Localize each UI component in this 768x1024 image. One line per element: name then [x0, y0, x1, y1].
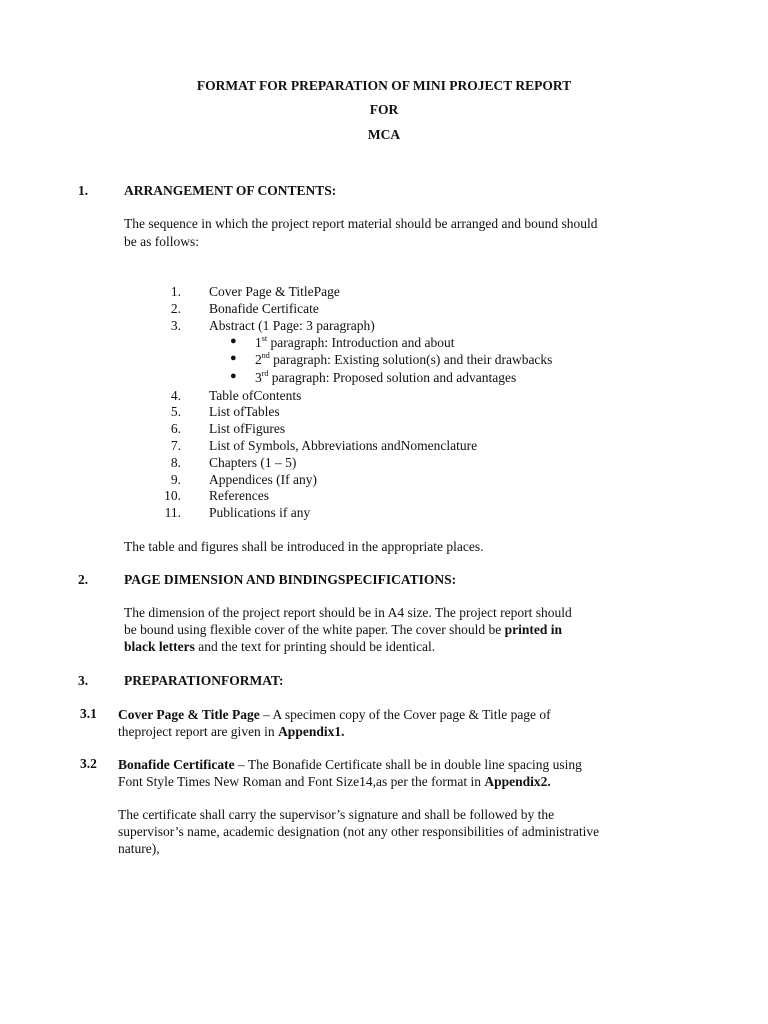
- section-3-1-number: 3.1: [80, 706, 97, 721]
- contents-item-text: Cover Page & TitlePage: [209, 284, 340, 299]
- section-3-number: 3.: [78, 673, 89, 688]
- section-2-number: 2.: [78, 572, 89, 587]
- document-title-course: MCA: [367, 127, 401, 142]
- section-3-heading: PREPARATIONFORMAT:: [124, 673, 284, 688]
- section-3-1-line-1: Cover Page & Title Page – A specimen copy of the Cover page & Title page of: [118, 707, 551, 722]
- contents-item-number: 7.: [170, 438, 181, 453]
- section-3-1-line-2: theproject report are given in Appendix1.: [118, 724, 345, 739]
- contents-item-text: Appendices (If any): [209, 472, 317, 487]
- abstract-bullet-item: 3rd paragraph: Proposed solution and advantages: [255, 369, 517, 385]
- section-3-2-number: 3.2: [80, 756, 97, 771]
- section-3-2-line-1: Bonafide Certificate – The Bonafide Certificate shall be in double line spacing using: [118, 757, 582, 772]
- section-1-intro: The sequence in which the project report material should be arranged and bound should: [124, 216, 598, 231]
- section-1-number: 1.: [78, 183, 89, 198]
- section-1-intro-cont: be as follows:: [124, 234, 199, 249]
- bullet-icon: ●: [230, 352, 237, 364]
- contents-item-text: Abstract (1 Page: 3 paragraph): [209, 318, 375, 333]
- abstract-bullet-item: 1st paragraph: Introduction and about: [255, 334, 455, 350]
- contents-item-number: 8.: [170, 455, 181, 470]
- section-1-heading: ARRANGEMENT OF CONTENTS:: [124, 183, 337, 198]
- contents-item-text: Chapters (1 – 5): [209, 455, 297, 470]
- document-title: FORMAT FOR PREPARATION OF MINI PROJECT REPORT: [196, 78, 572, 93]
- section-1-closing: The table and figures shall be introduced in the appropriate places.: [124, 539, 484, 554]
- section-2-heading: PAGE DIMENSION AND BINDINGSPECIFICATIONS:: [124, 572, 457, 587]
- contents-item-number: 11.: [164, 505, 181, 520]
- contents-item-text: Bonafide Certificate: [209, 301, 319, 316]
- contents-item-text: References: [209, 488, 269, 503]
- abstract-bullet-item: 2nd paragraph: Existing solution(s) and their drawbacks: [255, 351, 553, 367]
- contents-item-text: List of Symbols, Abbreviations andNomenclature: [209, 438, 478, 453]
- section-3-2-para-2-line-1: The certificate shall carry the supervisor’s signature and shall be followed by the: [118, 807, 555, 822]
- contents-item-number: 10.: [164, 488, 181, 503]
- section-2-line-2: be bound using flexible cover of the white paper. The cover should be printed in: [124, 622, 563, 637]
- contents-item-text: List ofTables: [209, 404, 280, 419]
- contents-item-text: List ofFigures: [209, 421, 286, 436]
- section-3-2-para-2-line-3: nature),: [118, 841, 160, 856]
- section-2-line-1: The dimension of the project report should be in A4 size. The project report should: [124, 605, 572, 620]
- contents-item-text: Table ofContents: [209, 388, 302, 403]
- section-3-2-line-2: Font Style Times New Roman and Font Size14,as per the format in Appendix2.: [118, 774, 551, 789]
- bullet-icon: ●: [230, 335, 237, 347]
- contents-item-number: 4.: [170, 388, 181, 403]
- contents-item-text: Publications if any: [209, 505, 311, 520]
- contents-item-number: 1.: [170, 284, 181, 299]
- bullet-icon: ●: [230, 370, 237, 382]
- contents-item-number: 2.: [170, 301, 181, 316]
- section-2-line-3: black letters and the text for printing should be identical.: [124, 639, 436, 654]
- contents-item-number: 3.: [170, 318, 181, 333]
- contents-item-number: 5.: [170, 404, 181, 419]
- section-3-2-para-2-line-2: supervisor’s name, academic designation (not any other responsibilities of administrative: [118, 824, 600, 839]
- document-title-for: FOR: [369, 102, 399, 117]
- contents-item-number: 6.: [170, 421, 181, 436]
- contents-item-number: 9.: [170, 472, 181, 487]
